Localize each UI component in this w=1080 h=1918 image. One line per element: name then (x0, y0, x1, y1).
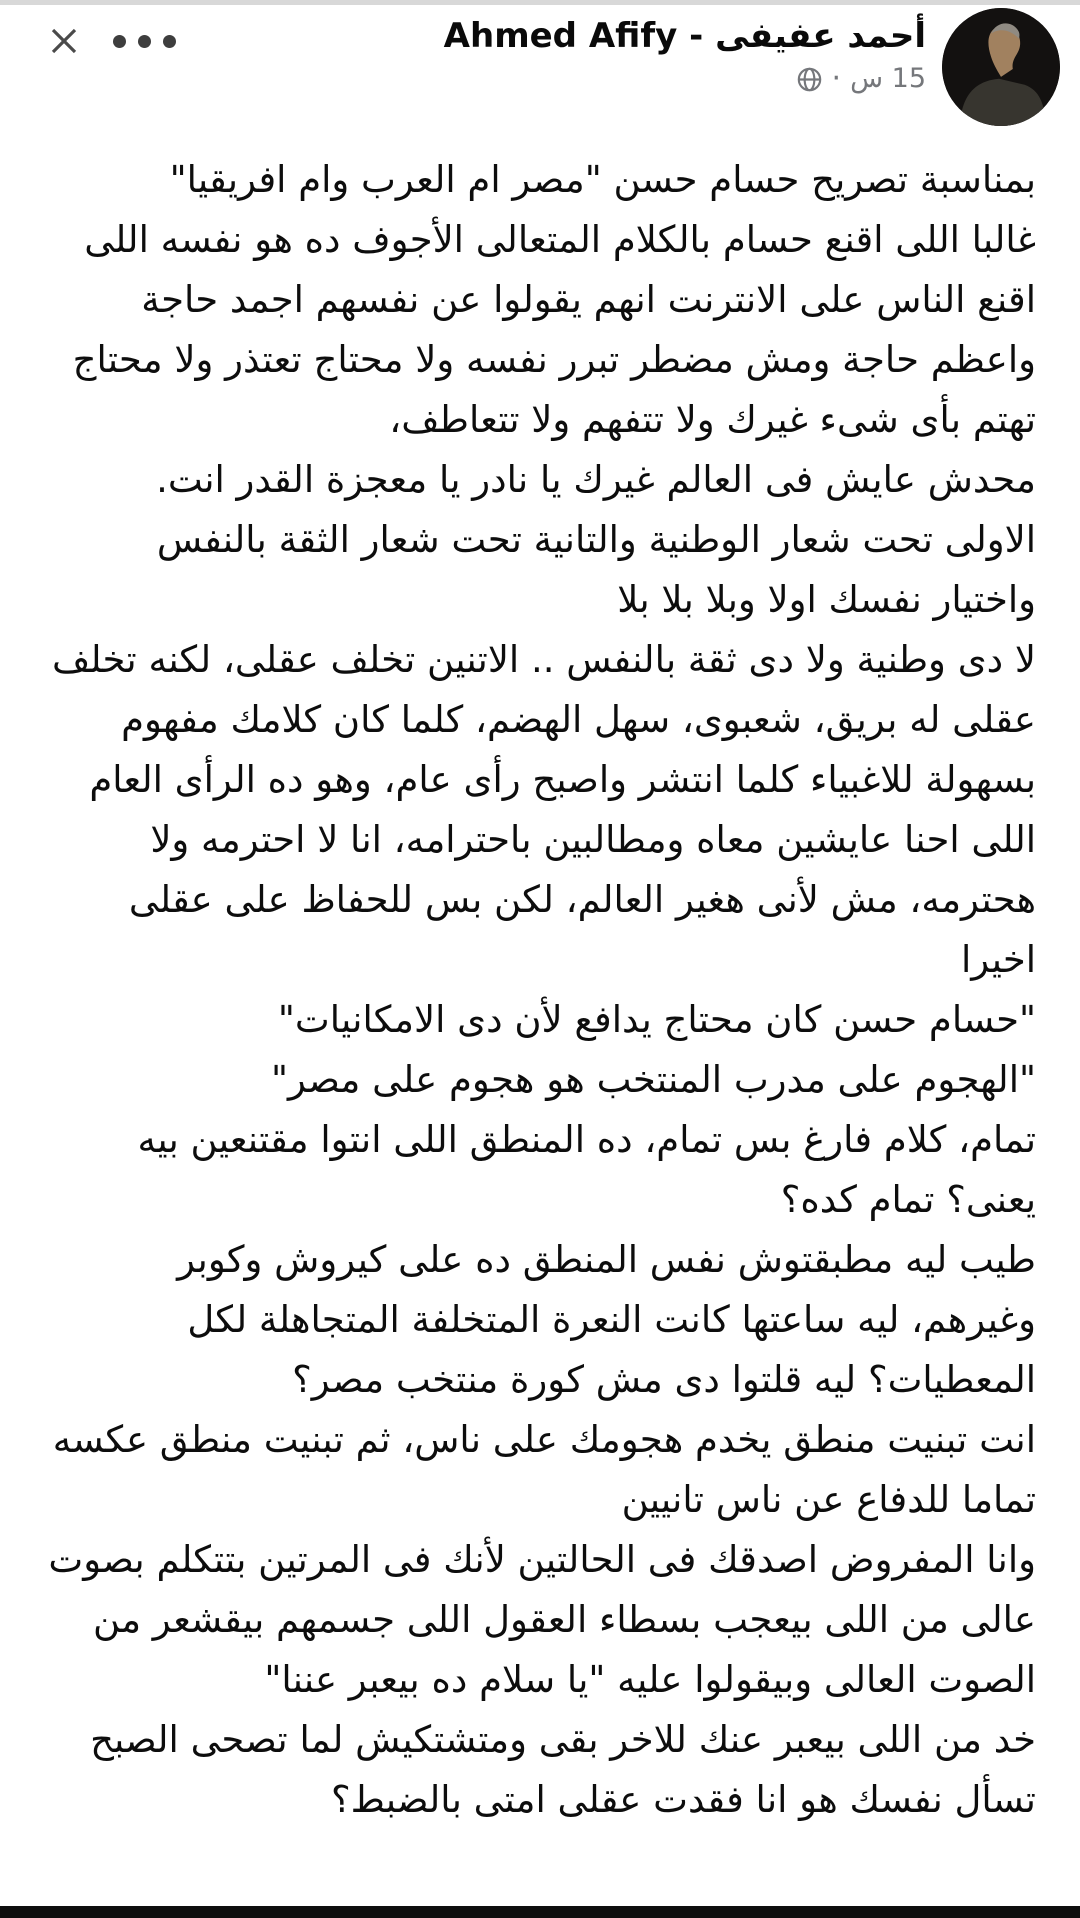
more-options-button[interactable] (104, 19, 184, 63)
post-paragraph: الاولى تحت شعار الوطنية والتانية تحت شعار الثقة بالنفس واختيار نفسك اولا وبلا بلا بلا (156, 518, 1036, 621)
post-header (0, 5, 1080, 133)
more-options-icon (163, 35, 176, 48)
post-paragraph: لا دى وطنية ولا دى ثقة بالنفس .. الاتنين تخلف عقلى، لكنه تخلف عقلى له بريق، شعبوى، سهل الهضم، كلما كان كلامك مفهوم بسهولة للاغبياء كلما انتشر واصبح رأى عام، وهو ده الرأى العام اللى احنا عايشين معاه ومطالبين باحترامه، انا لا احترمه ولا هحترمه، مش لأنى هغير العالم، لكن بس للحفاظ على عقلى (51, 638, 1036, 921)
post-paragraph: محدش عايش فى العالم غيرك يا نادر يا معجزة القدر انت. (156, 458, 1036, 501)
author-block (444, 5, 926, 95)
post-paragraph: تمام، كلام فارغ بس تمام، ده المنطق اللى انتوا مقتنعين بيه يعنى؟ تمام كده؟ (137, 1118, 1036, 1221)
post-paragraph: انت تبنيت منطق يخدم هجومك على ناس، ثم تبنيت منطق عكسه تماما للدفاع عن ناس تانيين (52, 1418, 1036, 1521)
post-paragraph: "الهجوم على مدرب المنتخب هو هجوم على مصر" (270, 1058, 1036, 1101)
post-paragraph: بمناسبة تصريح حسام حسن "مصر ام العرب وام افريقيا" (169, 158, 1036, 201)
profile-name[interactable]: أحمد عفيفى - Ahmed Afify (443, 16, 926, 56)
post-paragraph: وانا المفروض اصدقك فى الحالتين لأنك فى المرتين بتتكلم بصوت عالى من اللى بيعجب بسطاء العقول اللى جسمهم بيقشعر من الصوت العالى وبيقولوا عليه "يا سلام ده بيعبر عننا" (48, 1538, 1036, 1701)
meta-separator: · (831, 61, 842, 96)
post-paragraph: طيب ليه مطبقتوش نفس المنطق ده على كيروش وكوبر وغيرهم، ليه ساعتها كانت النعرة المتخلفة المتجاهلة لكل المعطيات؟ ليه قلتوا دى مش كورة منتخب مصر؟ (177, 1238, 1036, 1401)
post-content (44, 150, 1036, 1830)
profile-photo (942, 8, 1060, 126)
post-meta (444, 63, 926, 95)
post-paragraph: اخيرا (960, 938, 1036, 981)
post-timestamp: 15 س (850, 63, 926, 94)
post-paragraph: خد من اللى بيعبر عنك للاخر بقى ومتشتكيش لما تصحى الصبح تسأل نفسك هو انا فقدت عقلى امتى بالضبط؟ (90, 1718, 1036, 1821)
more-options-icon (138, 35, 151, 48)
close-icon (44, 21, 84, 61)
post-paragraph: غالبا اللى اقنع حسام بالكلام المتعالى الأجوف ده هو نفسه اللى اقنع الناس على الانترنت انهم يقولوا عن نفسهم اجمد حاجة واعظم حاجة ومش مضطر تبرر نفسه ولا محتاج تعتذر ولا محتاج تهتم بأى شىء غيرك ولا تتفهم ولا تتعاطف، (72, 218, 1036, 441)
bottom-system-bar (0, 1906, 1080, 1918)
avatar[interactable] (942, 8, 1060, 126)
more-options-icon (113, 35, 126, 48)
post-paragraph: "حسام حسن كان محتاج يدافع لأن دى الامكانيات" (277, 998, 1036, 1041)
globe-privacy-icon (796, 66, 823, 93)
close-button[interactable] (34, 19, 94, 63)
